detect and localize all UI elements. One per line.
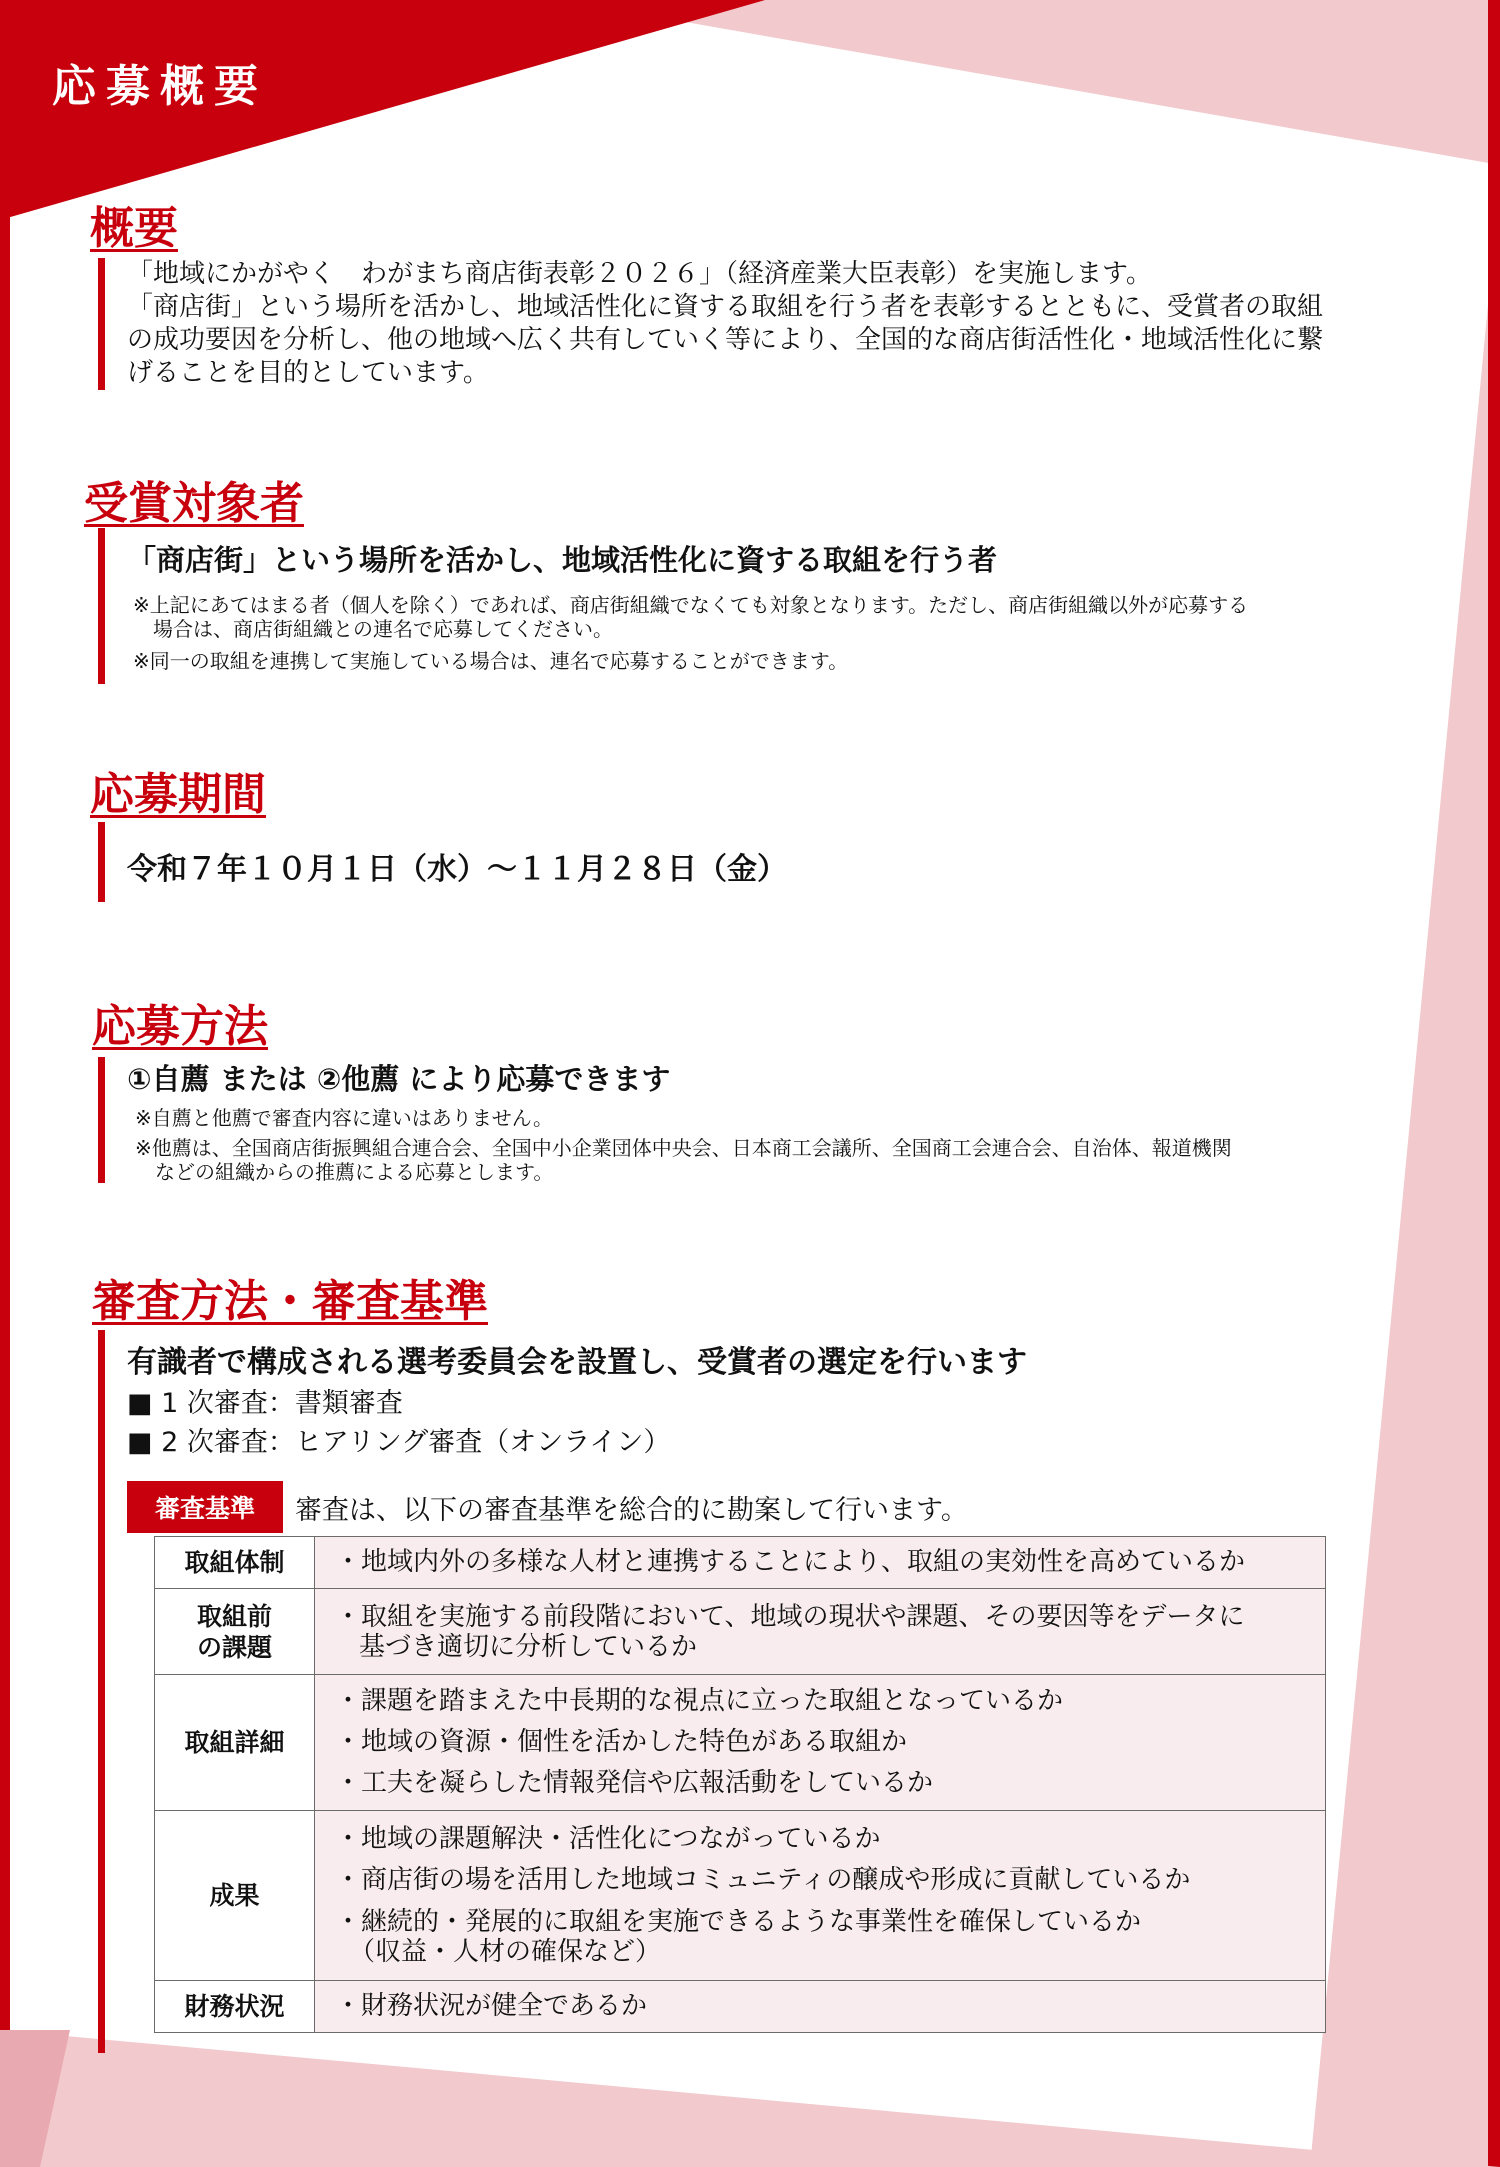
criteria-item: ・工夫を凝らした情報発信や広報活動をしているか (335, 1768, 934, 1798)
criteria-description (315, 1675, 1326, 1811)
criteria-intro: 審査は、以下の審査基準を総合的に勘案して行います。 (295, 1494, 968, 1526)
review-body (98, 1330, 1427, 2053)
top-pink-band (560, 0, 1500, 165)
overview-title: 概要 (90, 203, 178, 254)
period-dates: 令和７年１０月１日（水）～１１月２８日（金） (127, 852, 787, 887)
eligibility-body (98, 528, 1457, 684)
criteria-category-line: 取組前 (196, 1601, 272, 1631)
period-title: 応募期間 (90, 769, 266, 820)
eligibility-note-1-line-2: 場合は、商店街組織との連名で応募してください。 (153, 617, 613, 641)
criteria-item: ・財務状況が健全であるか (335, 1991, 648, 2021)
banner-title: 応募概要 (52, 61, 268, 112)
criteria-table (154, 1536, 1326, 2033)
overview-body (98, 258, 1457, 390)
criteria-description (315, 1537, 1326, 1589)
criteria-item (335, 1596, 1307, 1668)
criteria-label: 審査基準 (127, 1481, 283, 1533)
criteria-category-line: の課題 (196, 1632, 272, 1662)
overview-line: 「商店街」という場所を活かし、地域活性化に資する取組を行う者を表彰するとともに、受賞者の取組 (127, 292, 1324, 322)
method-lead: ①自薦 または ②他薦 により応募できます (127, 1062, 671, 1096)
eligibility-note-1-line-1: ※上記にあてはまる者（個人を除く）であれば、商店街組織でなくても対象となります。ただし、商店街組織以外が応募する (133, 593, 1249, 617)
eligibility-lead: 「商店街」という場所を活かし、地域活性化に資する取組を行う者 (127, 543, 998, 577)
criteria-description (315, 1981, 1326, 2033)
method-note-2-line-2: などの組織からの推薦による応募とします。 (155, 1160, 554, 1184)
review-step-2: ■ 2 次審査：ヒアリング審査（オンライン） (127, 1427, 671, 1458)
criteria-category: 財務状況 (155, 1981, 315, 2033)
period-body (98, 822, 1127, 902)
table-row (155, 1811, 1326, 1981)
review-step-1: ■ 1 次審査：書類審査 (127, 1388, 403, 1419)
criteria-description (315, 1811, 1326, 1981)
review-lead: 有識者で構成される選考委員会を設置し、受賞者の選定を行います (127, 1345, 1027, 1380)
criteria-item-line: ・継続的・発展的に取組を実施できるような事業性を確保しているか (335, 1906, 1142, 1937)
eligibility-title: 受賞対象者 (84, 478, 304, 529)
criteria-category: 取組詳細 (155, 1675, 315, 1811)
overview-line: 「地域にかがやく わがまち商店街表彰２０２６」（経済産業大臣表彰）を実施します。 (127, 259, 1152, 289)
criteria-category (155, 1589, 315, 1675)
method-body (98, 1057, 1457, 1183)
table-row (155, 1981, 1326, 2033)
review-title: 審査方法・審査基準 (92, 1276, 488, 1327)
criteria-item: ・地域の資源・個性を活かした特色がある取組か (335, 1727, 908, 1757)
criteria-category: 成果 (155, 1811, 315, 1981)
table-row (155, 1537, 1326, 1589)
criteria-description (315, 1589, 1326, 1675)
method-title: 応募方法 (92, 1001, 268, 1052)
table-row (155, 1589, 1326, 1675)
criteria-item-line: 基づき適切に分析しているか (359, 1631, 698, 1662)
eligibility-note-1 (127, 593, 1457, 641)
criteria-item (335, 1901, 1307, 1973)
criteria-category: 取組体制 (155, 1537, 315, 1589)
overview-line: げることを目的としています。 (127, 358, 489, 388)
right-red-edge (1488, 0, 1500, 2167)
eligibility-note-2: ※同一の取組を連携して実施している場合は、連名で応募することができます。 (133, 649, 849, 673)
criteria-item: ・商店街の場を活用した地域コミュニティの醸成や形成に貢献しているか (335, 1864, 1191, 1895)
method-note-2 (127, 1136, 1457, 1184)
criteria-header (127, 1481, 1427, 1533)
criteria-item: ・地域内外の多様な人材と連携することにより、取組の実効性を高めているか (335, 1547, 1246, 1577)
criteria-item-line: （収益・人材の確保など） (349, 1936, 662, 1967)
overview-line: の成功要因を分析し、他の地域へ広く共有していく等により、全国的な商店街活性化・地域活性化に繋 (127, 325, 1324, 355)
table-row (155, 1675, 1326, 1811)
criteria-item: ・課題を踏まえた中長期的な視点に立った取組となっているか (335, 1686, 1064, 1716)
left-red-edge (0, 200, 10, 2167)
method-note-1: ※自薦と他薦で審査内容に違いはありません。 (135, 1106, 553, 1130)
method-note-2-line-1: ※他薦は、全国商店街振興組合連合会、全国中小企業団体中央会、日本商工会議所、全国商工会連合会、自治体、報道機関 (135, 1136, 1232, 1160)
criteria-item: ・地域の課題解決・活性化につながっているか (335, 1823, 881, 1854)
criteria-item-line: ・取組を実施する前段階において、地域の現状や課題、その要因等をデータに (335, 1601, 1245, 1632)
